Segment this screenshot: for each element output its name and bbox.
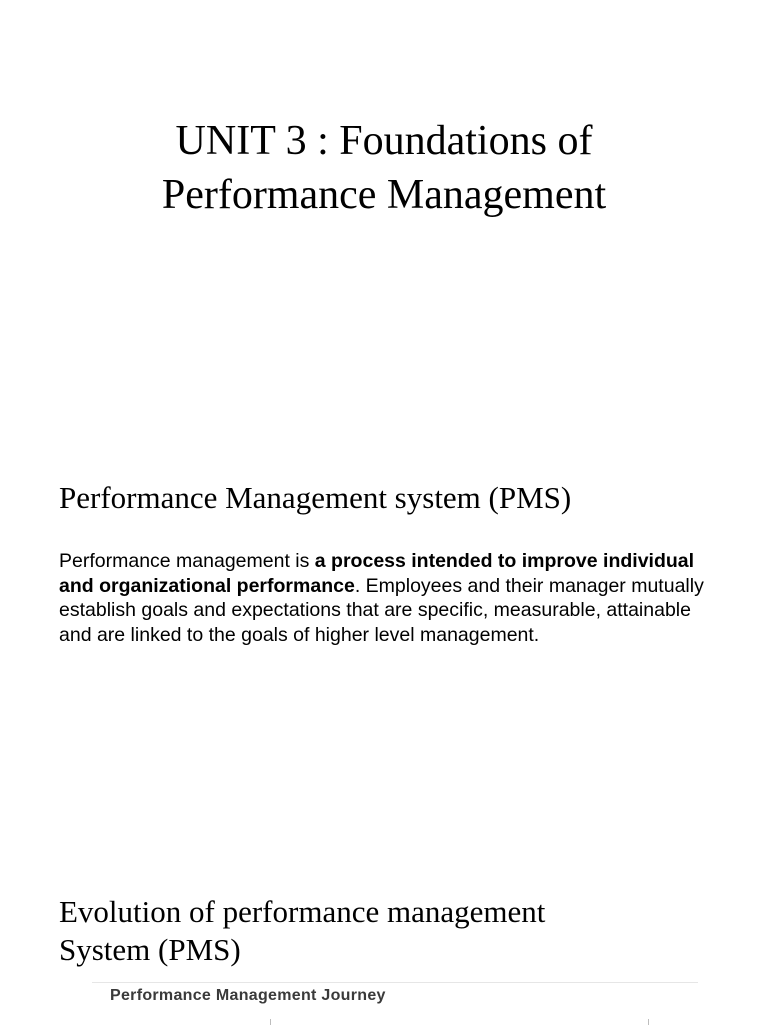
slide-title-line-1: UNIT 3 : Foundations of: [175, 118, 593, 164]
journey-figure: [92, 982, 698, 1025]
pms-paragraph-bold: a process intended to improve individual and organizational performance: [59, 550, 695, 597]
evolution-heading-line-1: Evolution of performance management: [59, 894, 546, 929]
journey-figure-title: Performance Management Journey: [110, 987, 386, 1004]
evolution-section-heading: [59, 893, 699, 969]
pms-paragraph-intro: Performance management is: [59, 550, 315, 572]
pms-section-heading: Performance Management system (PMS): [59, 480, 572, 515]
journey-divider: [270, 1019, 271, 1025]
journey-divider: [648, 1019, 649, 1025]
evolution-heading-line-2: System (PMS): [59, 932, 241, 967]
slide-title-line-2: Performance Management: [161, 172, 607, 218]
slide-title: [0, 114, 768, 222]
pms-paragraph-rest: . Employees and their manager mutually establish goals and expectations that are specific, measurable, attainable and are linked to the goals of higher level management.: [59, 574, 704, 646]
pms-definition-paragraph: [59, 549, 719, 647]
